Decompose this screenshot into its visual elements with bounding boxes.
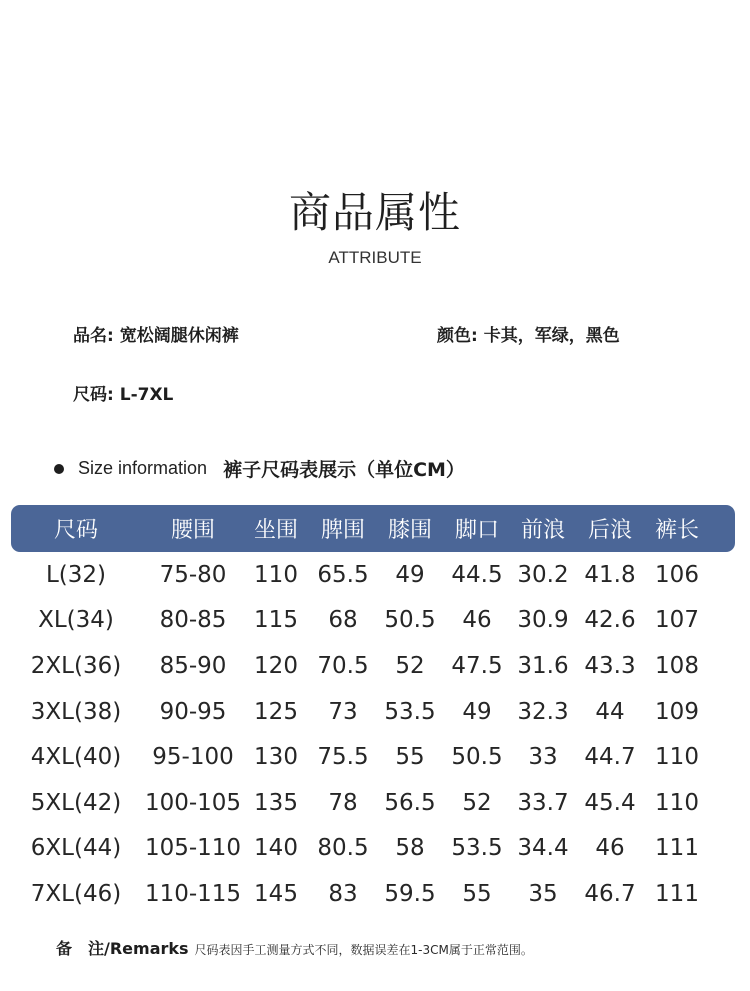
table-cell: XL(34): [38, 607, 114, 634]
table-cell: 30.9: [517, 607, 569, 634]
table-row: [11, 780, 735, 826]
table-row: [11, 552, 735, 598]
table-cell: 49: [395, 561, 425, 588]
page-subtitle: ATTRIBUTE: [328, 248, 422, 267]
size-heading-cn: 裤子尺码表展示（单位CM）: [223, 459, 465, 481]
table-cell: 55: [395, 744, 425, 771]
page-title: 商品属性: [288, 188, 461, 237]
table-cell: 49: [462, 698, 492, 725]
attribute-size: [73, 380, 173, 405]
table-cell: 30.2: [517, 561, 569, 588]
table-cell: 130: [254, 744, 298, 771]
size-table: [11, 505, 735, 917]
table-cell: 135: [254, 789, 298, 816]
attribute-size-label: 尺码:: [73, 385, 114, 405]
table-cell: 125: [254, 698, 298, 725]
table-cell: 33: [528, 744, 558, 771]
table-cell: 120: [254, 652, 298, 679]
column-header-leg-opening: 脚口: [454, 518, 499, 543]
bullet-icon: [54, 464, 64, 474]
table-cell: 58: [395, 835, 425, 862]
table-cell: 42.6: [584, 607, 636, 634]
table-cell: 4XL(40): [30, 744, 122, 771]
table-cell: 34.4: [517, 835, 569, 862]
table-cell: 55: [462, 880, 492, 907]
table-cell: 33.7: [517, 789, 569, 816]
table-cell: 107: [655, 607, 699, 634]
table-cell: 65.5: [317, 561, 369, 588]
table-cell: 59.5: [384, 880, 436, 907]
size-heading-en: Size information: [78, 458, 208, 478]
table-cell: 56.5: [384, 789, 436, 816]
table-cell: 50.5: [384, 607, 436, 634]
table-cell: 106: [655, 561, 699, 588]
table-cell: 100-105: [144, 789, 242, 816]
attribute-name-value: 宽松阔腿休闲裤: [119, 326, 239, 346]
table-cell: 52: [462, 789, 492, 816]
table-cell: 95-100: [152, 744, 234, 771]
table-row: [11, 689, 735, 735]
table-cell: 105-110: [144, 835, 242, 862]
table-cell: 46.7: [584, 880, 636, 907]
column-header-waist: 腰围: [170, 518, 215, 543]
table-cell: 111: [655, 835, 699, 862]
table-cell: 32.3: [517, 698, 569, 725]
table-cell: 44.5: [451, 561, 503, 588]
table-cell: L(32): [45, 561, 107, 588]
table-cell: 44: [595, 698, 625, 725]
table-cell: 111: [655, 880, 699, 907]
column-header-thigh: 脾围: [320, 518, 365, 543]
table-cell: 6XL(44): [30, 835, 122, 862]
table-cell: 35: [528, 880, 558, 907]
attribute-size-value: L-7XL: [119, 385, 174, 405]
table-cell: 85-90: [159, 652, 227, 679]
table-cell: 43.3: [584, 652, 636, 679]
column-header-front-rise: 前浪: [520, 518, 565, 543]
table-cell: 70.5: [317, 652, 369, 679]
column-header-back-rise: 后浪: [587, 518, 632, 543]
column-header-size: 尺码: [53, 518, 98, 543]
table-cell: 73: [328, 698, 358, 725]
table-row: [11, 734, 735, 780]
attribute-color-label: 颜色:: [437, 326, 478, 346]
table-cell: 46: [595, 835, 625, 862]
table-cell: 83: [328, 880, 358, 907]
table-cell: 108: [655, 652, 699, 679]
remarks-label: 备 注/Remarks: [56, 939, 189, 958]
table-cell: 45.4: [584, 789, 636, 816]
table-cell: 110: [254, 561, 298, 588]
remarks: [56, 936, 533, 959]
table-cell: 109: [655, 698, 699, 725]
table-cell: 80-85: [159, 607, 227, 634]
column-header-length: 裤长: [654, 518, 699, 543]
column-header-knee: 膝围: [387, 518, 432, 543]
table-cell: 110: [655, 744, 699, 771]
table-cell: 53.5: [384, 698, 436, 725]
table-cell: 90-95: [159, 698, 227, 725]
table-cell: 52: [395, 652, 425, 679]
table-cell: 78: [328, 789, 358, 816]
table-cell: 2XL(36): [30, 652, 122, 679]
table-cell: 110-115: [144, 880, 242, 907]
table-row: [11, 826, 735, 872]
table-cell: 68: [328, 607, 358, 634]
attribute-color-value: 卡其，军绿，黑色: [483, 326, 620, 346]
size-table-header: [11, 505, 735, 552]
table-row: [11, 871, 735, 917]
table-cell: 44.7: [584, 744, 636, 771]
table-cell: 75.5: [317, 744, 369, 771]
table-cell: 115: [254, 607, 298, 634]
table-cell: 80.5: [317, 835, 369, 862]
table-row: [11, 643, 735, 689]
table-cell: 110: [655, 789, 699, 816]
table-cell: 50.5: [451, 744, 503, 771]
table-cell: 140: [254, 835, 298, 862]
size-information-heading: [54, 455, 465, 482]
table-cell: 7XL(46): [30, 880, 122, 907]
attribute-name-label: 品名:: [73, 326, 114, 346]
table-cell: 41.8: [584, 561, 636, 588]
table-cell: 53.5: [451, 835, 503, 862]
table-cell: 31.6: [517, 652, 569, 679]
table-row: [11, 598, 735, 644]
size-table-body: [11, 552, 735, 917]
remarks-text: 尺码表因手工测量方式不同，数据误差在1-3CM属于正常范围。: [194, 943, 533, 957]
table-cell: 3XL(38): [30, 698, 122, 725]
attribute-name: [73, 321, 239, 346]
table-cell: 46: [462, 607, 492, 634]
table-cell: 75-80: [159, 561, 227, 588]
table-cell: 47.5: [451, 652, 503, 679]
table-cell: 145: [254, 880, 298, 907]
table-cell: 5XL(42): [30, 789, 122, 816]
attribute-color: [437, 321, 620, 346]
column-header-hip: 坐围: [253, 518, 298, 543]
